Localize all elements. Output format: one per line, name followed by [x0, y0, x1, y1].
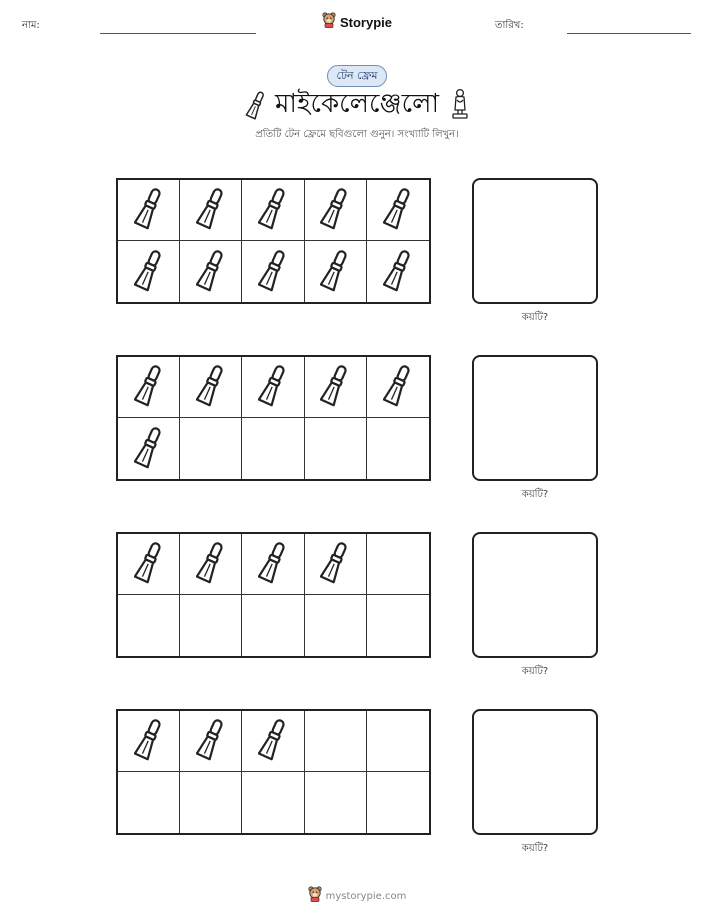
frame-cell: [367, 772, 429, 833]
frame-cell: [180, 534, 242, 595]
frame-cell: [305, 241, 367, 302]
frame-cell: [305, 534, 367, 595]
frame-cell: [118, 241, 180, 302]
chisel-icon: [134, 540, 164, 588]
chisel-icon: [196, 248, 226, 296]
chisel-icon: [134, 425, 164, 473]
frame-cell: [242, 180, 304, 241]
chisel-icon: [134, 363, 164, 411]
frame-cell: [118, 418, 180, 479]
chisel-icon: [134, 186, 164, 234]
worksheet-title: মাইকেলেঞ্জেলো: [275, 89, 439, 119]
frame-cell: [305, 772, 367, 833]
frame-cell: [305, 180, 367, 241]
answer-box-1[interactable]: [472, 178, 598, 304]
question-label-2: কয়টি?: [521, 489, 549, 500]
frame-cell: [242, 772, 304, 833]
frame-cell: [118, 357, 180, 418]
frame-cell: [367, 595, 429, 656]
name-label: নাম:: [22, 20, 40, 31]
chisel-icon: [134, 248, 164, 296]
date-label: তারিখ:: [495, 20, 524, 31]
chisel-icon: [196, 363, 226, 411]
frame-cell: [180, 772, 242, 833]
brand: [0, 12, 714, 32]
answer-box-2[interactable]: [472, 355, 598, 481]
frame-cell: [305, 711, 367, 772]
chisel-icon: [383, 186, 413, 234]
question-label-3: কয়টি?: [521, 666, 549, 677]
frame-cell: [118, 595, 180, 656]
frame-cell: [367, 418, 429, 479]
topic-tag: টেন ফ্রেম: [327, 65, 387, 87]
chisel-icon: [196, 717, 226, 765]
frame-cell: [242, 595, 304, 656]
chisel-icon: [258, 717, 288, 765]
chisel-icon: [383, 248, 413, 296]
frame-cell: [305, 418, 367, 479]
chisel-icon: [134, 717, 164, 765]
bear-logo-icon: [308, 886, 322, 906]
frame-cell: [305, 357, 367, 418]
chisel-icon: [383, 363, 413, 411]
chisel-icon: [320, 540, 350, 588]
frame-cell: [242, 534, 304, 595]
frame-cell: [242, 241, 304, 302]
bear-logo-icon: [322, 12, 336, 32]
chisel-icon: [320, 363, 350, 411]
frame-cell: [367, 711, 429, 772]
frame-cell: [180, 595, 242, 656]
frame-cell: [180, 241, 242, 302]
ten-frame-4: [116, 709, 431, 835]
frame-cell: [242, 357, 304, 418]
frame-cell: [118, 534, 180, 595]
chisel-icon: [196, 540, 226, 588]
footer: [0, 886, 714, 906]
frame-cell: [118, 772, 180, 833]
ten-frame-3: [116, 532, 431, 658]
chisel-icon: [320, 186, 350, 234]
chisel-icon: [258, 540, 288, 588]
chisel-icon: [258, 363, 288, 411]
frame-cell: [367, 180, 429, 241]
chisel-icon: [258, 186, 288, 234]
answer-box-3[interactable]: [472, 532, 598, 658]
answer-box-4[interactable]: [472, 709, 598, 835]
frame-cell: [242, 418, 304, 479]
ten-frame-2: [116, 355, 431, 481]
question-label-4: কয়টি?: [521, 843, 549, 854]
frame-cell: [180, 418, 242, 479]
chisel-icon: [320, 248, 350, 296]
date-line[interactable]: [567, 33, 691, 34]
chisel-icon: [258, 248, 288, 296]
chisel-icon: [196, 186, 226, 234]
name-line[interactable]: [100, 33, 256, 34]
frame-cell: [242, 711, 304, 772]
frame-cell: [367, 534, 429, 595]
frame-cell: [367, 241, 429, 302]
footer-site: mystorypie.com: [325, 890, 407, 902]
statue-icon: [450, 88, 470, 124]
chisel-icon: [244, 90, 268, 124]
frame-cell: [180, 180, 242, 241]
frame-cell: [367, 357, 429, 418]
frame-cell: [118, 711, 180, 772]
ten-frame-1: [116, 178, 431, 304]
frame-cell: [180, 357, 242, 418]
instructions: প্রতিটি টেন ফ্রেমে ছবিগুলো গুনুন। সংখ্যাটি লিখুন।: [255, 129, 459, 140]
frame-cell: [305, 595, 367, 656]
frame-cell: [180, 711, 242, 772]
brand-name: Storypie: [339, 14, 392, 30]
question-label-1: কয়টি?: [521, 312, 549, 323]
frame-cell: [118, 180, 180, 241]
